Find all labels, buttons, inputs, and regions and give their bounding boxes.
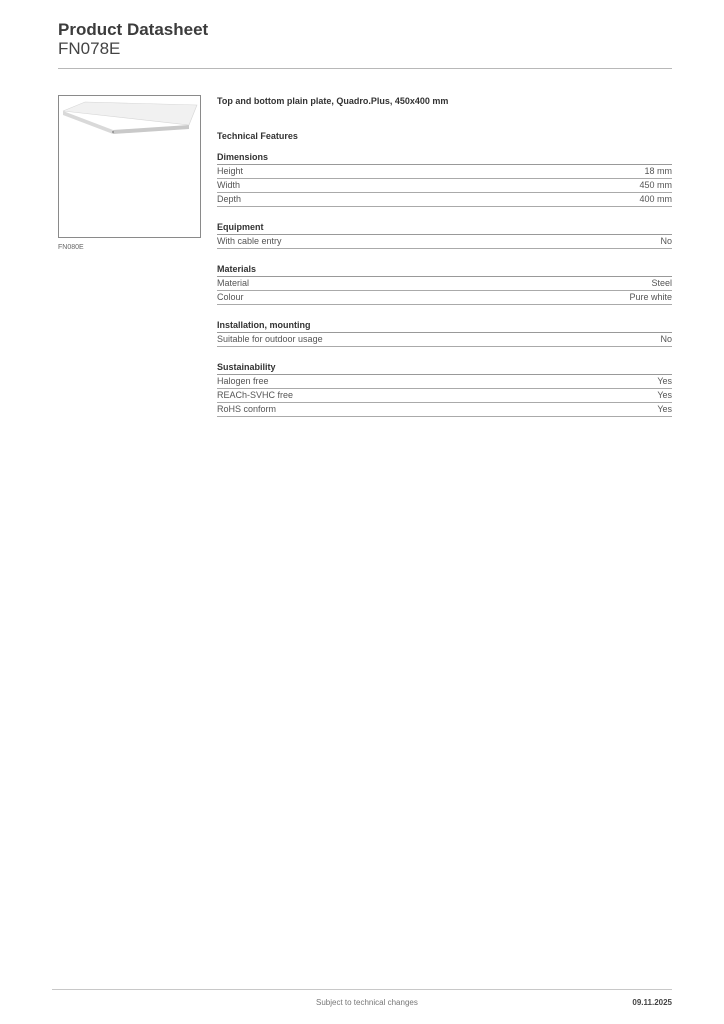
footer-date: 09.11.2025 <box>632 998 672 1007</box>
spec-label: Material <box>217 278 250 288</box>
product-image-frame <box>58 95 201 238</box>
spec-row <box>217 375 672 389</box>
spec-label: RoHS conform <box>217 404 277 414</box>
technical-features-heading: Technical Features <box>217 131 298 141</box>
spec-label: Suitable for outdoor usage <box>217 334 323 344</box>
spec-row <box>217 193 672 207</box>
spec-value: Steel <box>651 278 672 288</box>
spec-section-heading: Sustainability <box>217 361 672 375</box>
spec-section-heading: Dimensions <box>217 151 672 165</box>
spec-row <box>217 235 672 249</box>
spec-value: Yes <box>657 376 672 386</box>
spec-label: REACh-SVHC free <box>217 390 294 400</box>
spec-value: 18 mm <box>644 166 672 176</box>
page-title: Product Datasheet <box>58 20 209 39</box>
spec-section-heading: Equipment <box>217 221 672 235</box>
image-caption: FN080E <box>58 244 84 251</box>
steel-plate-image <box>59 96 200 237</box>
product-description: Top and bottom plain plate, Quadro.Plus, 450x400 mm <box>217 96 449 106</box>
spec-label: Colour <box>217 292 244 302</box>
spec-value: Yes <box>657 404 672 414</box>
product-code: FN078E <box>58 39 121 58</box>
spec-value: 450 mm <box>639 180 672 190</box>
spec-sections <box>217 151 672 417</box>
spec-value: Yes <box>657 390 672 400</box>
spec-label: Depth <box>217 194 242 204</box>
spec-value: Pure white <box>629 292 672 302</box>
spec-label: With cable entry <box>217 236 282 246</box>
spec-row <box>217 179 672 193</box>
spec-row <box>217 389 672 403</box>
spec-section-heading: Installation, mounting <box>217 319 672 333</box>
spec-section-heading: Materials <box>217 263 672 277</box>
spec-row <box>217 333 672 347</box>
spec-row <box>217 291 672 305</box>
header-divider <box>58 68 672 69</box>
footer-note: Subject to technical changes <box>316 998 418 1007</box>
footer-divider <box>52 989 672 990</box>
spec-content <box>217 95 672 417</box>
spec-row <box>217 165 672 179</box>
spec-label: Height <box>217 166 244 176</box>
spec-value: No <box>660 334 672 344</box>
spec-row <box>217 403 672 417</box>
spec-value: No <box>660 236 672 246</box>
spec-row <box>217 277 672 291</box>
spec-label: Width <box>217 180 241 190</box>
spec-label: Halogen free <box>217 376 269 386</box>
spec-value: 400 mm <box>639 194 672 204</box>
